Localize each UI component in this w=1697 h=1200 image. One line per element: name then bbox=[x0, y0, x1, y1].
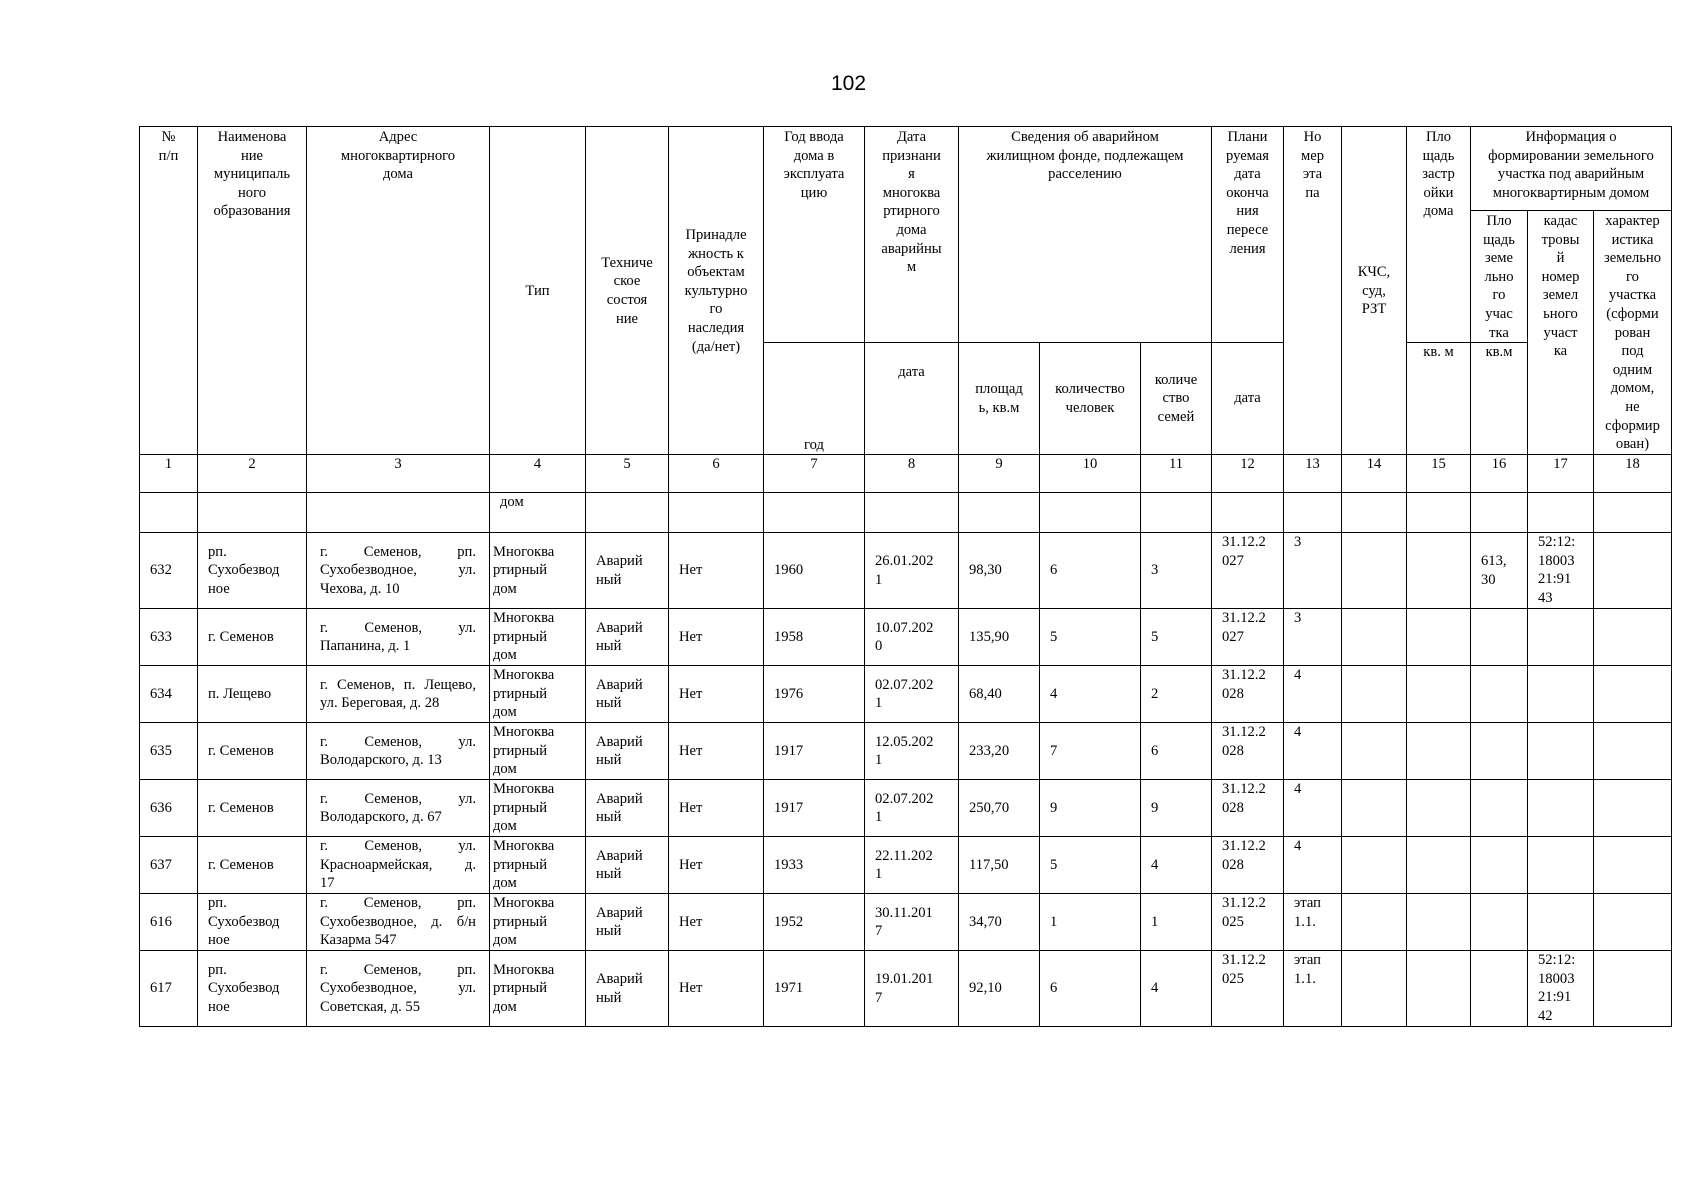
state-cell: Аварий ный bbox=[586, 609, 669, 666]
stage-cell: 4 bbox=[1284, 780, 1342, 837]
land-char-cell bbox=[1594, 780, 1672, 837]
heritage-cell: Нет bbox=[669, 666, 764, 723]
building-area-cell bbox=[1407, 609, 1471, 666]
state-cell: Аварий ный bbox=[586, 951, 669, 1027]
year-cell: 1917 bbox=[764, 723, 865, 780]
year-cell: 1958 bbox=[764, 609, 865, 666]
kchs-cell bbox=[1342, 609, 1407, 666]
address-cell bbox=[307, 894, 490, 951]
building-area-cell bbox=[1407, 666, 1471, 723]
cadastral-cell bbox=[1528, 609, 1594, 666]
header-cadastral-number: кадас тровы й номер земел ьного участ ка bbox=[1528, 211, 1594, 455]
stage-cell: этап 1.1. bbox=[1284, 894, 1342, 951]
area-cell: 34,70 bbox=[959, 894, 1040, 951]
heritage-cell: Нет bbox=[669, 837, 764, 894]
header-building-area: Пло щадь застр ойки дома bbox=[1407, 127, 1471, 343]
people-cell: 4 bbox=[1040, 666, 1141, 723]
date-cell: 26.01.202 1 bbox=[865, 533, 959, 609]
kchs-cell bbox=[1342, 723, 1407, 780]
column-number-row bbox=[140, 455, 1672, 493]
row-number: 636 bbox=[140, 780, 198, 837]
row-number: 637 bbox=[140, 837, 198, 894]
header-area-unit: площад ь, кв.м bbox=[959, 343, 1040, 455]
type-cell: Многоква ртирный дом bbox=[490, 951, 586, 1027]
families-cell: 4 bbox=[1141, 837, 1212, 894]
address-line: г. Семенов, ул. bbox=[320, 733, 476, 750]
state-cell: Аварий ный bbox=[586, 780, 669, 837]
address-line: г. Семенов, ул. bbox=[320, 790, 476, 807]
column-number: 12 bbox=[1212, 455, 1284, 493]
column-number: 16 bbox=[1471, 455, 1528, 493]
column-number: 13 bbox=[1284, 455, 1342, 493]
header-planned-date: Плани руемая дата оконча ния пересе ления bbox=[1212, 127, 1284, 343]
people-cell: 5 bbox=[1040, 837, 1141, 894]
stage-cell: этап 1.1. bbox=[1284, 951, 1342, 1027]
address-cell bbox=[307, 780, 490, 837]
address-line-last: Володарского, д. 67 bbox=[320, 809, 442, 826]
land-char-cell bbox=[1594, 951, 1672, 1027]
municipality-cell: рп. Сухобезвод ное bbox=[198, 951, 307, 1027]
families-cell: 1 bbox=[1141, 894, 1212, 951]
address-cell bbox=[307, 723, 490, 780]
families-cell: 4 bbox=[1141, 951, 1212, 1027]
address-line-last: Советская, д. 55 bbox=[320, 998, 421, 1015]
column-number: 11 bbox=[1141, 455, 1212, 493]
area-cell: 98,30 bbox=[959, 533, 1040, 609]
header-emergency-fund: Сведения об аварийном жилищном фонде, подлежащем расселению bbox=[959, 127, 1212, 343]
land-char-cell bbox=[1594, 723, 1672, 780]
municipality-cell: рп. Сухобезвод ное bbox=[198, 533, 307, 609]
type-cell: Многоква ртирный дом bbox=[490, 837, 586, 894]
row-number: 634 bbox=[140, 666, 198, 723]
address-line-last: ул. Береговая, д. 28 bbox=[320, 695, 440, 712]
address-cell bbox=[307, 837, 490, 894]
address-line-last: Володарского, д. 13 bbox=[320, 752, 442, 769]
table-row bbox=[140, 533, 1672, 609]
land-area-cell bbox=[1471, 951, 1528, 1027]
address-line-last: Чехова, д. 10 bbox=[320, 580, 400, 597]
date-cell: 02.07.202 1 bbox=[865, 666, 959, 723]
people-cell: 6 bbox=[1040, 533, 1141, 609]
state-cell: Аварий ный bbox=[586, 837, 669, 894]
header-year-unit: год bbox=[764, 343, 865, 455]
row-number: 633 bbox=[140, 609, 198, 666]
cadastral-cell bbox=[1528, 780, 1594, 837]
people-cell: 5 bbox=[1040, 609, 1141, 666]
cadastral-cell bbox=[1528, 894, 1594, 951]
state-cell: Аварий ный bbox=[586, 723, 669, 780]
address-line: г. Семенов, ул. bbox=[320, 619, 476, 636]
building-area-cell bbox=[1407, 951, 1471, 1027]
land-area-cell bbox=[1471, 609, 1528, 666]
year-cell: 1952 bbox=[764, 894, 865, 951]
column-number: 14 bbox=[1342, 455, 1407, 493]
land-char-cell bbox=[1594, 533, 1672, 609]
type-cell: Многоква ртирный дом bbox=[490, 723, 586, 780]
column-number: 2 bbox=[198, 455, 307, 493]
land-char-cell bbox=[1594, 666, 1672, 723]
header-land-info: Информация о формировании земельного участка под аварийным многоквартирным домом bbox=[1471, 127, 1672, 211]
plan-date-cell: 31.12.2 028 bbox=[1212, 666, 1284, 723]
table-row bbox=[140, 837, 1672, 894]
address-line-last: 17 bbox=[320, 875, 335, 892]
table-row bbox=[140, 894, 1672, 951]
row-number: 617 bbox=[140, 951, 198, 1027]
building-area-cell bbox=[1407, 723, 1471, 780]
building-area-cell bbox=[1407, 533, 1471, 609]
header-recognition-date: Дата признани я многоква ртирного дома аварийны м bbox=[865, 127, 959, 343]
table-row bbox=[140, 951, 1672, 1027]
families-cell: 9 bbox=[1141, 780, 1212, 837]
header-address: Адрес многоквартирного дома bbox=[307, 127, 490, 455]
plan-date-cell: 31.12.2 028 bbox=[1212, 723, 1284, 780]
cadastral-cell bbox=[1528, 666, 1594, 723]
heritage-cell: Нет bbox=[669, 780, 764, 837]
families-cell: 5 bbox=[1141, 609, 1212, 666]
stage-cell: 3 bbox=[1284, 533, 1342, 609]
address-line: г. Семенов, п. Лещево, bbox=[320, 676, 476, 693]
column-number: 15 bbox=[1407, 455, 1471, 493]
kchs-cell bbox=[1342, 666, 1407, 723]
table-row bbox=[140, 609, 1672, 666]
address-cell bbox=[307, 609, 490, 666]
municipality-cell: п. Лещево bbox=[198, 666, 307, 723]
address-line: г. Семенов, рп. Сухобезводное, ул. bbox=[320, 543, 476, 579]
people-cell: 7 bbox=[1040, 723, 1141, 780]
date-cell: 02.07.202 1 bbox=[865, 780, 959, 837]
municipality-cell: рп. Сухобезвод ное bbox=[198, 894, 307, 951]
land-area-cell: 613, 30 bbox=[1471, 533, 1528, 609]
type-cell: Многоква ртирный дом bbox=[490, 894, 586, 951]
row-number: 616 bbox=[140, 894, 198, 951]
stage-cell: 4 bbox=[1284, 723, 1342, 780]
plan-date-cell: 31.12.2 025 bbox=[1212, 951, 1284, 1027]
plan-date-cell: 31.12.2 027 bbox=[1212, 609, 1284, 666]
heritage-cell: Нет bbox=[669, 894, 764, 951]
header-plan-date-unit: дата bbox=[1212, 343, 1284, 455]
date-cell: 22.11.202 1 bbox=[865, 837, 959, 894]
table-row bbox=[140, 666, 1672, 723]
stage-cell: 4 bbox=[1284, 666, 1342, 723]
land-area-cell bbox=[1471, 894, 1528, 951]
plan-date-cell: 31.12.2 028 bbox=[1212, 780, 1284, 837]
header-technical-state: Техниче ское состоя ние bbox=[586, 127, 669, 455]
area-cell: 135,90 bbox=[959, 609, 1040, 666]
address-line: г. Семенов, рп. Сухобезводное, ул. bbox=[320, 961, 476, 997]
column-number: 17 bbox=[1528, 455, 1594, 493]
plan-date-cell: 31.12.2 025 bbox=[1212, 894, 1284, 951]
building-area-cell bbox=[1407, 780, 1471, 837]
cadastral-cell bbox=[1528, 837, 1594, 894]
continuation-row bbox=[140, 493, 1672, 533]
header-land-area-unit: кв.м bbox=[1471, 343, 1528, 455]
header-commissioning-year: Год ввода дома в эксплуата цию bbox=[764, 127, 865, 343]
year-cell: 1917 bbox=[764, 780, 865, 837]
people-cell: 1 bbox=[1040, 894, 1141, 951]
column-number: 10 bbox=[1040, 455, 1141, 493]
land-char-cell bbox=[1594, 894, 1672, 951]
families-cell: 3 bbox=[1141, 533, 1212, 609]
column-number: 18 bbox=[1594, 455, 1672, 493]
kchs-cell bbox=[1342, 533, 1407, 609]
address-line: г. Семенов, ул. Красноармейская, д. bbox=[320, 838, 476, 873]
year-cell: 1976 bbox=[764, 666, 865, 723]
address-cell bbox=[307, 951, 490, 1027]
column-number: 6 bbox=[669, 455, 764, 493]
header-build-area-unit: кв. м bbox=[1407, 343, 1471, 455]
area-cell: 68,40 bbox=[959, 666, 1040, 723]
plan-date-cell: 31.12.2 028 bbox=[1212, 837, 1284, 894]
header-heritage: Принадле жность к объектам культурно го наследия (да/нет) bbox=[669, 127, 764, 455]
heritage-cell: Нет bbox=[669, 533, 764, 609]
area-cell: 92,10 bbox=[959, 951, 1040, 1027]
column-number: 4 bbox=[490, 455, 586, 493]
date-cell: 19.01.201 7 bbox=[865, 951, 959, 1027]
families-cell: 2 bbox=[1141, 666, 1212, 723]
cadastral-cell bbox=[1528, 723, 1594, 780]
column-number: 1 bbox=[140, 455, 198, 493]
stage-cell: 4 bbox=[1284, 837, 1342, 894]
area-cell: 250,70 bbox=[959, 780, 1040, 837]
header-date-unit: дата bbox=[865, 343, 959, 455]
land-char-cell bbox=[1594, 837, 1672, 894]
column-number: 3 bbox=[307, 455, 490, 493]
table-row bbox=[140, 723, 1672, 780]
date-cell: 10.07.202 0 bbox=[865, 609, 959, 666]
families-cell: 6 bbox=[1141, 723, 1212, 780]
state-cell: Аварий ный bbox=[586, 533, 669, 609]
year-cell: 1971 bbox=[764, 951, 865, 1027]
address-line-last: Казарма 547 bbox=[320, 932, 397, 949]
land-char-cell bbox=[1594, 609, 1672, 666]
header-families-unit: количе ство семей bbox=[1141, 343, 1212, 455]
building-area-cell bbox=[1407, 894, 1471, 951]
continuation-type: дом bbox=[490, 493, 586, 533]
kchs-cell bbox=[1342, 837, 1407, 894]
kchs-cell bbox=[1342, 951, 1407, 1027]
year-cell: 1933 bbox=[764, 837, 865, 894]
type-cell: Многоква ртирный дом bbox=[490, 609, 586, 666]
type-cell: Многоква ртирный дом bbox=[490, 780, 586, 837]
header-land-area: Пло щадь земе льно го учас тка bbox=[1471, 211, 1528, 343]
date-cell: 30.11.201 7 bbox=[865, 894, 959, 951]
municipality-cell: г. Семенов bbox=[198, 837, 307, 894]
header-land-characteristic: характер истика земельно го участка (сформи рован под одним домом, не сформир ован) bbox=[1594, 211, 1672, 455]
land-area-cell bbox=[1471, 666, 1528, 723]
header-municipality: Наименова ние муниципаль ного образования bbox=[198, 127, 307, 455]
cadastral-cell: 52:12: 18003 21:91 42 bbox=[1528, 951, 1594, 1027]
column-number: 5 bbox=[586, 455, 669, 493]
people-cell: 9 bbox=[1040, 780, 1141, 837]
state-cell: Аварий ный bbox=[586, 666, 669, 723]
area-cell: 117,50 bbox=[959, 837, 1040, 894]
area-cell: 233,20 bbox=[959, 723, 1040, 780]
table-row bbox=[140, 780, 1672, 837]
header-people-unit: количество человек bbox=[1040, 343, 1141, 455]
state-cell: Аварий ный bbox=[586, 894, 669, 951]
municipality-cell: г. Семенов bbox=[198, 723, 307, 780]
kchs-cell bbox=[1342, 894, 1407, 951]
municipality-cell: г. Семенов bbox=[198, 780, 307, 837]
date-cell: 12.05.202 1 bbox=[865, 723, 959, 780]
header-number: № п/п bbox=[140, 127, 198, 455]
municipality-cell: г. Семенов bbox=[198, 609, 307, 666]
row-number: 632 bbox=[140, 533, 198, 609]
year-cell: 1960 bbox=[764, 533, 865, 609]
cadastral-cell: 52:12: 18003 21:91 43 bbox=[1528, 533, 1594, 609]
type-cell: Многоква ртирный дом bbox=[490, 533, 586, 609]
land-area-cell bbox=[1471, 837, 1528, 894]
type-cell: Многоква ртирный дом bbox=[490, 666, 586, 723]
people-cell: 6 bbox=[1040, 951, 1141, 1027]
column-number: 7 bbox=[764, 455, 865, 493]
land-area-cell bbox=[1471, 780, 1528, 837]
emergency-housing-table bbox=[139, 126, 1672, 1027]
heritage-cell: Нет bbox=[669, 609, 764, 666]
header-kchs: КЧС, суд, РЗТ bbox=[1342, 127, 1407, 455]
plan-date-cell: 31.12.2 027 bbox=[1212, 533, 1284, 609]
column-number: 9 bbox=[959, 455, 1040, 493]
page-number: 102 bbox=[830, 72, 867, 95]
row-number: 635 bbox=[140, 723, 198, 780]
heritage-cell: Нет bbox=[669, 723, 764, 780]
column-number: 8 bbox=[865, 455, 959, 493]
address-cell bbox=[307, 533, 490, 609]
stage-cell: 3 bbox=[1284, 609, 1342, 666]
heritage-cell: Нет bbox=[669, 951, 764, 1027]
address-cell bbox=[307, 666, 490, 723]
address-line: г. Семенов, рп. Сухобезводное, д. б/н bbox=[320, 895, 476, 930]
kchs-cell bbox=[1342, 780, 1407, 837]
land-area-cell bbox=[1471, 723, 1528, 780]
building-area-cell bbox=[1407, 837, 1471, 894]
address-line-last: Папанина, д. 1 bbox=[320, 638, 411, 655]
header-stage-number: Но мер эта па bbox=[1284, 127, 1342, 455]
header-type: Тип bbox=[490, 127, 586, 455]
